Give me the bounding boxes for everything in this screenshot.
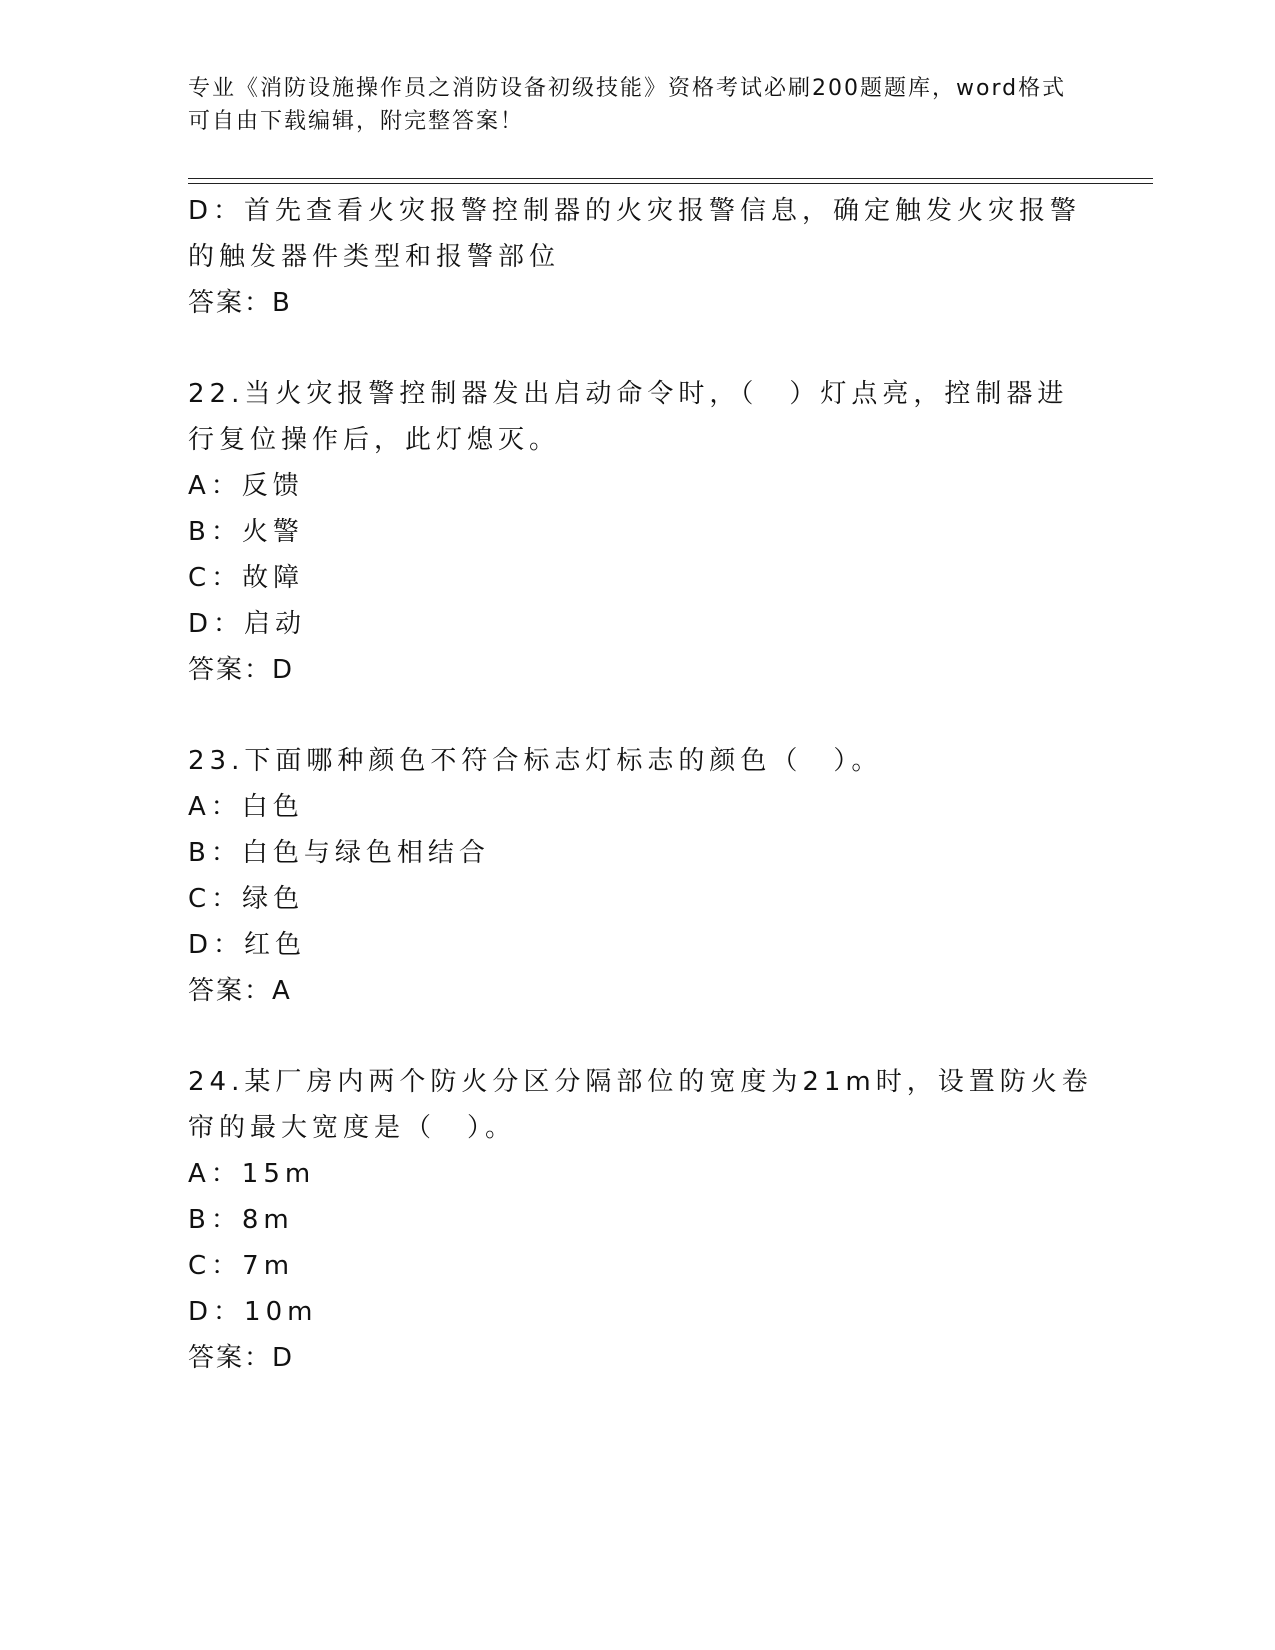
option-a: A：白色: [188, 792, 304, 822]
answer: 答案：A: [188, 976, 292, 1006]
question-list: [188, 188, 1093, 1426]
question-21-tail: [188, 188, 1093, 326]
option-d: D：启动: [188, 609, 307, 639]
document-header: 专业《消防设施操作员之消防设备初级技能》资格考试必刷200题题库，word格式可自由下载编辑，附完整答案！: [188, 76, 1067, 134]
option-c: C：故障: [188, 563, 305, 593]
header-rule-top: [188, 178, 1153, 179]
answer: 答案：B: [188, 288, 292, 318]
option-d: D：首先查看火灾报警控制器的火灾报警信息，确定触发火灾报警的触发器件类型和报警部位: [188, 196, 1082, 272]
option-a: A：反馈: [188, 471, 304, 501]
option-c: C：7m: [188, 1251, 295, 1281]
option-c: C：绿色: [188, 884, 305, 914]
header-rule-bottom: [188, 183, 1153, 184]
question-stem: 24.某厂房内两个防火分区分隔部位的宽度为21m时，设置防火卷帘的最大宽度是（ ）。: [188, 1067, 1093, 1143]
option-d: D：10m: [188, 1297, 318, 1327]
question-24: [188, 1059, 1093, 1381]
answer: 答案：D: [188, 655, 295, 685]
question-23: [188, 738, 1093, 1014]
question-stem: 23.下面哪种颜色不符合标志灯标志的颜色（ ）。: [188, 746, 883, 776]
question-22: [188, 371, 1093, 693]
option-b: B：白色与绿色相结合: [188, 838, 490, 868]
option-b: B：8m: [188, 1205, 294, 1235]
question-stem: 22.当火灾报警控制器发出启动命令时，（ ）灯点亮，控制器进行复位操作后，此灯熄灭。: [188, 379, 1069, 455]
option-d: D：红色: [188, 930, 307, 960]
option-b: B：火警: [188, 517, 304, 547]
answer: 答案：D: [188, 1343, 295, 1373]
option-a: A：15m: [188, 1159, 316, 1189]
